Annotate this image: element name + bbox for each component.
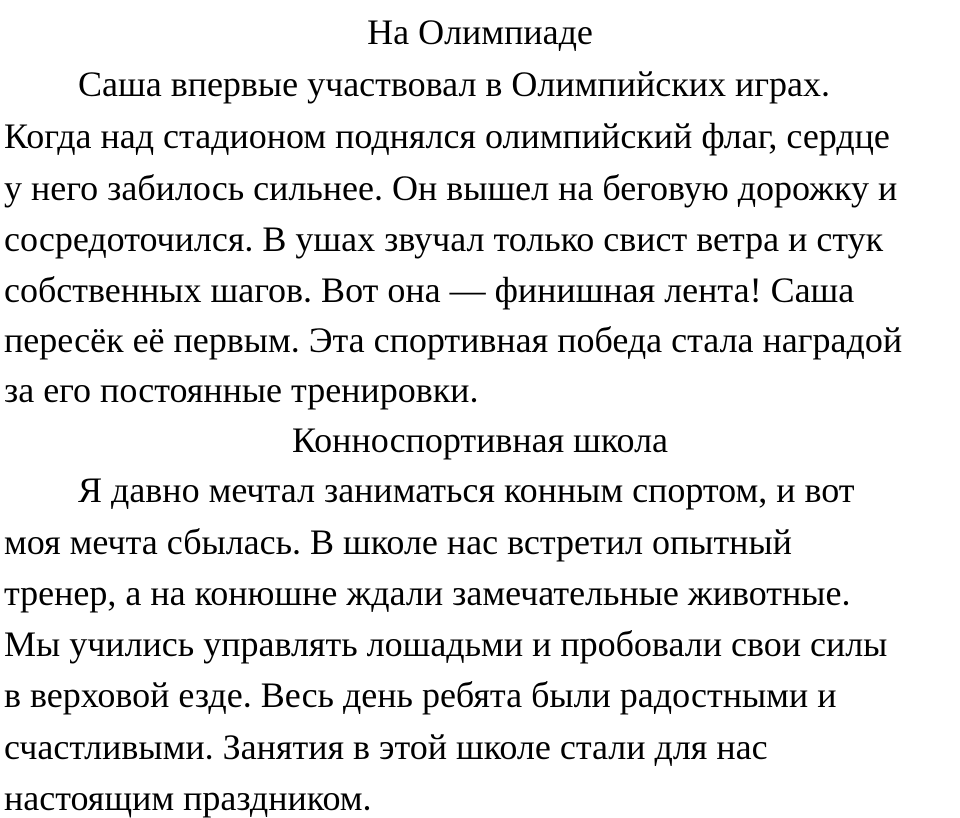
paragraph-line: счастливыми. Занятия в этой школе стали для нас xyxy=(4,727,768,767)
paragraph-line: тренер, а на конюшне ждали замечательные животные. xyxy=(4,573,851,613)
paragraph-line: настоящим праздником. xyxy=(4,778,372,818)
paragraph-line: Я давно мечтал заниматься конным спортом, и вот xyxy=(78,470,855,510)
story-title: На Олимпиаде xyxy=(367,12,593,52)
paragraph-line: моя мечта сбылась. В школе нас встретил опытный xyxy=(4,522,792,562)
paragraph-line: у него забилось сильнее. Он вышел на беговую дорожку и xyxy=(4,168,898,208)
paragraph-line: сосредоточился. В ушах звучал только свист ветра и стук xyxy=(4,219,884,259)
story-title: Конноспортивная школа xyxy=(291,420,669,460)
paragraph-line: Мы учились управлять лошадьми и пробовали свои силы xyxy=(4,624,888,664)
paragraph-line: Когда над стадионом поднялся олимпийский флаг, сердце xyxy=(4,116,890,156)
paragraph-line: пересёк её первым. Эта спортивная победа стала наградой xyxy=(4,320,903,360)
paragraph-line: Саша впервые участвовал в Олимпийских играх. xyxy=(78,64,830,104)
paragraph-line: за его постоянные тренировки. xyxy=(4,370,479,410)
paragraph-line: в верховой езде. Весь день ребята были радостными и xyxy=(4,675,837,715)
paragraph-line: собственных шагов. Вот она — финишная лента! Саша xyxy=(4,270,855,310)
